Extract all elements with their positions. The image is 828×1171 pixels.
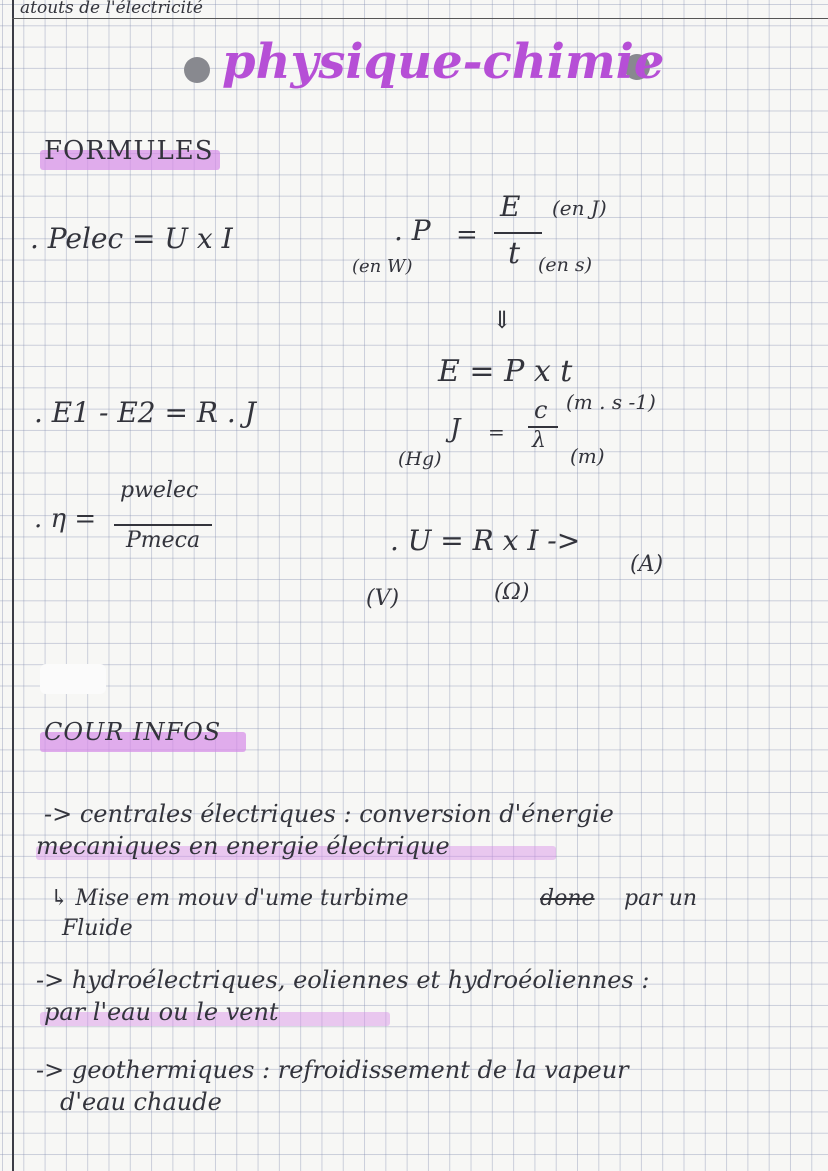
- white-smudge: [40, 664, 106, 694]
- formula-lambda-denominator: λ: [532, 428, 546, 453]
- formula-p-numerator: E: [500, 190, 521, 223]
- arrow-down-icon: ⇓: [492, 306, 513, 334]
- header-note: atouts de l'électricité: [20, 0, 203, 18]
- formula-e-unit: (en J): [552, 196, 607, 220]
- binder-hole-left: [184, 57, 210, 83]
- formula-c-numerator: c: [534, 396, 548, 424]
- cour-infos-heading: COUR INFOS: [44, 718, 222, 746]
- info-4-line-2: d'eau chaude: [60, 1088, 222, 1116]
- info-2-crossed: done: [540, 886, 595, 911]
- formula-t-unit: (en s): [538, 254, 593, 276]
- formula-j-equals: =: [488, 420, 505, 444]
- formula-c-unit: (m . s -1): [566, 390, 656, 414]
- formula-ohm-unit-i: (A): [630, 552, 664, 577]
- info-3-line-2: par l'eau ou le vent: [44, 998, 279, 1026]
- fraction-bar-eta: [114, 524, 212, 526]
- fraction-bar-p: [494, 232, 542, 234]
- info-2-line-1: ↳ Mise em mouv d'ume turbime: [50, 886, 409, 911]
- formula-eta-numerator: pwelec: [120, 478, 199, 503]
- formula-p-equals: =: [456, 220, 478, 250]
- info-2-line-2: Fluide: [62, 916, 133, 941]
- formula-power-elec: . Pelec = U x I: [30, 222, 233, 255]
- formula-e1-e2: . E1 - E2 = R . J: [34, 396, 256, 429]
- info-3-line-1: -> hydroélectriques, eoliennes et hydroéoliennes :: [36, 966, 650, 994]
- formula-eta-denominator: Pmeca: [126, 528, 201, 553]
- formula-ohm-unit-r: (Ω): [494, 580, 530, 605]
- formula-ohm-unit-u: (V): [366, 586, 400, 611]
- formula-lambda-unit: (m): [570, 444, 605, 468]
- formula-j-unit: (Hg): [398, 448, 442, 470]
- info-2-after: par un: [624, 886, 698, 911]
- info-1-line-2: mecaniques en energie électrique: [36, 832, 450, 860]
- formules-heading: FORMULES: [44, 136, 214, 166]
- page-title: physique-chimie: [222, 34, 665, 90]
- top-rule: [12, 18, 828, 19]
- formula-p-left: . P: [394, 214, 431, 247]
- formula-p-unit: (en W): [352, 256, 413, 277]
- margin-line: [12, 0, 14, 1171]
- formula-energy: E = P x t: [438, 354, 573, 389]
- info-4-line-1: -> geothermiques : refroidissement de la vapeur: [36, 1056, 629, 1084]
- formula-eta-left: . η =: [34, 504, 97, 534]
- formula-j-left: J: [450, 414, 461, 444]
- info-1-line-1: -> centrales électriques : conversion d'énergie: [44, 800, 614, 828]
- formula-p-denominator: t: [508, 236, 521, 271]
- formula-ohm: . U = R x I ->: [390, 524, 581, 557]
